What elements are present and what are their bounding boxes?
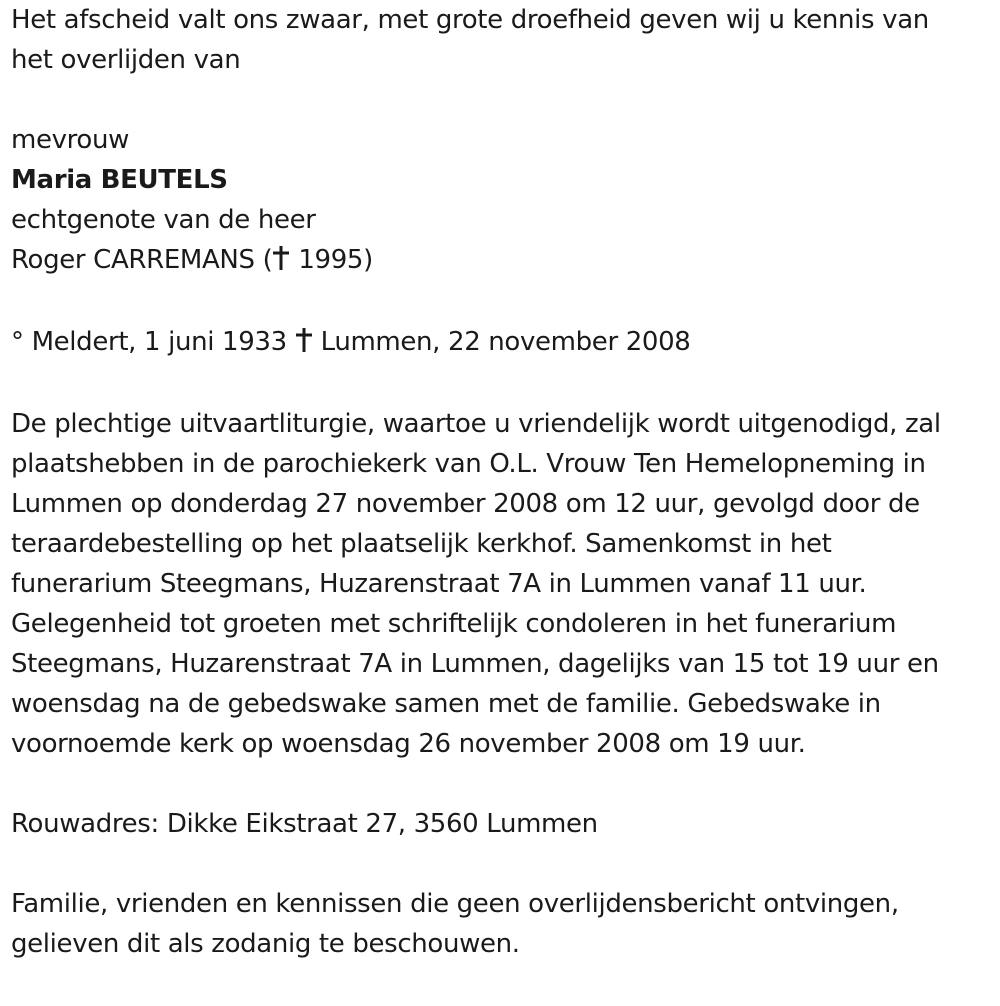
ceremony-line: De plechtige uitvaartliturgie, waartoe u vriendelijk wordt uitgenodigd, zal (11, 409, 941, 439)
deceased-name: Maria BEUTELS (11, 165, 228, 195)
birth-date: Meldert, 1 juni 1933 (31, 327, 287, 357)
birth-symbol: ° (11, 327, 24, 357)
ceremony-line: Gelegenheid tot groeten met schriftelijk condoleren in het funerarium (11, 609, 897, 639)
ceremony-line: Steegmans, Huzarenstraat 7A in Lummen, dagelijks van 15 tot 19 uur en (11, 649, 939, 679)
spacer (11, 282, 996, 322)
relation-text: echtgenote van de heer (11, 205, 316, 235)
obituary-notice (11, 0, 996, 964)
ceremony-line: woensdag na de gebedswake samen met de familie. Gebedswake in (11, 689, 881, 719)
closing-line-2: gelieven dit als zodanig te beschouwen. (11, 929, 520, 959)
spouse-death-year: 1995) (298, 245, 373, 275)
ceremony-paragraph (11, 404, 996, 764)
spacer (11, 764, 996, 804)
intro-line-2: het overlijden van (11, 45, 241, 75)
ceremony-line: Lummen op donderdag 27 november 2008 om 12 uur, gevolgd door de (11, 489, 920, 519)
ceremony-line: plaatshebben in de parochiekerk van O.L. Vrouw Ten Hemelopneming in (11, 449, 926, 479)
life-dates (11, 322, 996, 364)
ceremony-line: teraardebestelling op het plaatselijk kerkhof. Samenkomst in het (11, 529, 832, 559)
ceremony-line: voornoemde kerk op woensdag 26 november 2008 om 19 uur. (11, 729, 806, 759)
spacer (11, 80, 996, 120)
deceased-title: mevrouw (11, 125, 130, 155)
cross-icon (295, 324, 313, 364)
ceremony-line: funerarium Steegmans, Huzarenstraat 7A in Lummen vanaf 11 uur. (11, 569, 867, 599)
death-date: Lummen, 22 november 2008 (320, 327, 691, 357)
spacer (11, 364, 996, 404)
cross-icon (272, 242, 290, 282)
intro-line-1: Het afscheid valt ons zwaar, met grote droefheid geven wij u kennis van (11, 5, 929, 35)
closing-line-1: Familie, vrienden en kennissen die geen overlijdensbericht ontvingen, (11, 889, 899, 919)
spouse-line (11, 240, 996, 282)
mourning-address: Rouwadres: Dikke Eikstraat 27, 3560 Lummen (11, 809, 598, 839)
spacer (11, 844, 996, 884)
spouse-name: Roger CARREMANS ( (11, 245, 273, 275)
